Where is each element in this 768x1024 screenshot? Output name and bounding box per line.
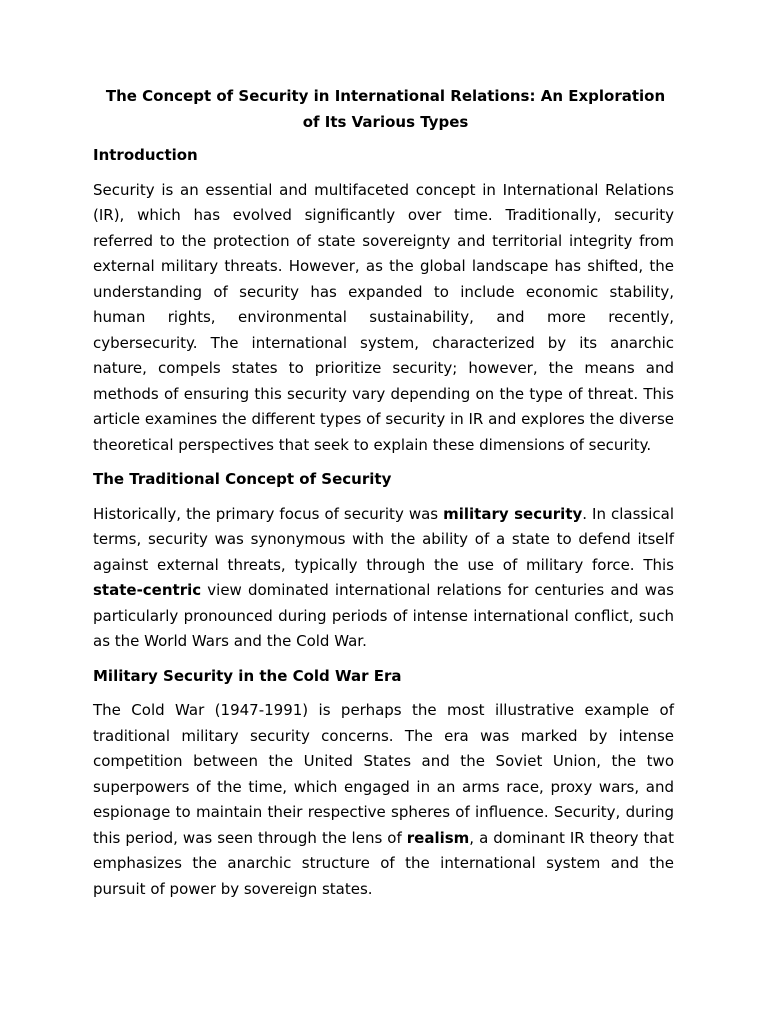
bold-term-realism: realism <box>406 828 470 847</box>
bold-term-state-centric: state-centric <box>93 581 202 599</box>
paragraph-cold-war <box>93 698 674 902</box>
text-run: The Cold War (1947-1991) is perhaps the most illustrative example of traditional military security concerns. The era was marked by intense competition between the United States and the Soviet Union, the two superpowers of the time, which engaged in an arms race, proxy wars, and espionage to maintain their respective spheres of influence. Security, during this period, was seen through the lens of <box>93 701 674 847</box>
section-heading-introduction: Introduction <box>93 146 198 164</box>
text-run: . In classical terms, security was synonymous with the ability of a state to defend itself against external threats, typically through the use of military force. This <box>93 504 675 574</box>
text-run: view dominated international relations for centuries and was particularly pronounced during periods of intense international conflict, such as the World Wars and the Cold War. <box>93 581 674 650</box>
section-heading-traditional-security: The Traditional Concept of Security <box>93 470 392 488</box>
document-page <box>93 84 674 911</box>
text-run: , a dominant IR theory that emphasizes the anarchic structure of the international system and the pursuit of power by sovereign states. <box>93 828 674 898</box>
paragraph-introduction: Security is an essential and multifaceted concept in International Relations (IR), which has evolved significantly over time. Traditionally, security referred to the protection of state sovereignty and territorial integrity from external military threats. However, as the global landscape has shifted, the understanding of security has expanded to include economic stability, human rights, environmental sustainability, and more recently, cybersecurity. The international system, characterized by its anarchic nature, compels states to prioritize security; however, the means and methods of ensuring this security vary depending on the type of threat. This article examines the different types of security in IR and explores the diverse theoretical perspectives that seek to explain these dimensions of security. <box>93 180 674 454</box>
document-title: The Concept of Security in International Relations: An Exploration of Its Various Types <box>105 87 666 131</box>
text-run: Historically, the primary focus of security was <box>93 504 444 523</box>
paragraph-traditional-security <box>93 502 674 655</box>
section-heading-cold-war: Military Security in the Cold War Era <box>93 666 402 685</box>
bold-term-military-security: military security <box>443 504 583 523</box>
